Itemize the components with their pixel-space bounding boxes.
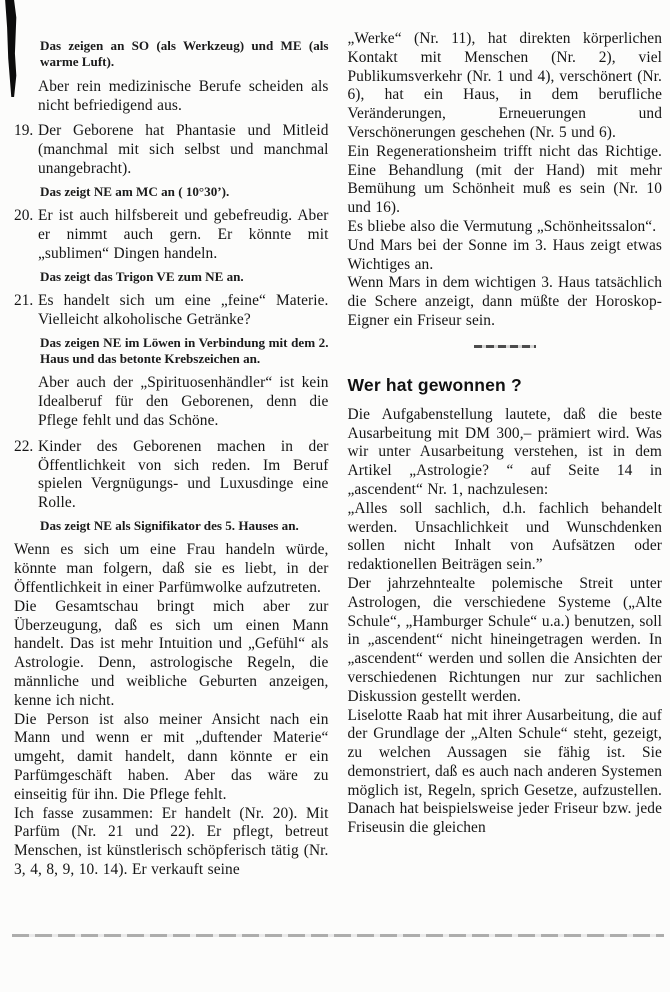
- paragraph: Wenn es sich um eine Frau handeln würde, könnte man folgern, daß sie es liebt, in der Öffentlichkeit in einer Parfümwolke aufzutreten.: [14, 541, 329, 596]
- dashed-divider: [474, 345, 536, 348]
- item-text: Es handelt sich um eine „feine“ Materie. Vielleicht alkoholische Getränke?: [38, 292, 329, 328]
- item-text: Er ist auch hilfsbereit und gebefreudig. Aber er nimmt auch gern. Er könnte mit „sublimen“ Dingen handeln.: [38, 207, 329, 262]
- paragraph: Ein Regenerationsheim trifft nicht das Richtige. Eine Behandlung (mit der Hand) mit mehr Bemühung um Schönheit muß es sein (Nr. 10 und 16).: [347, 142, 662, 217]
- margin-note: Das zeigt NE als Signifikator des 5. Hauses an.: [40, 517, 299, 533]
- right-column: [348, 30, 663, 880]
- left-column: [14, 33, 329, 880]
- paragraph: Die Person ist also meiner Ansicht nach ein Mann und wenn er mit „duftender Materie“ umgeht, damit handelt, dann könnte er ein Parfümgeschäft haben. Aber das wäre zu einseitig für ihn. Die Pflege fehlt.: [14, 710, 329, 803]
- margin-note: Das zeigen an SO (als Werkzeug) und ME (als warme Luft).: [40, 38, 329, 70]
- item-number: 20.: [14, 207, 34, 225]
- paragraph: Aber rein medizinische Berufe scheiden als nicht befriedigend aus.: [38, 77, 329, 114]
- paragraph: Es bliebe also die Vermutung „Schönheitssalon“.: [347, 217, 657, 235]
- paragraph: Und Mars bei der Sonne im 3. Haus zeigt etwas Wichtiges an.: [347, 236, 662, 273]
- paragraph: Die Gesamtschau bringt mich aber zur Überzeugung, daß es sich um einen Mann handelt. Das ist mehr Intuition und „Gefühl“ als Astrologie. Denn, astrologische Regeln, die männliche und weibliche Geburten anzeigen, kenne ich nicht.: [14, 597, 329, 709]
- numbered-item: [14, 207, 329, 263]
- numbered-item: [14, 438, 329, 513]
- paragraph: Ich fasse zusammen: Er handelt (Nr. 20). Mit Parfüm (Nr. 21 und 22). Er pflegt, betreut Menschen, ist künstlerisch schöpferisch tätig (Nr. 3, 4, 8, 9, 10. 14). Er verkauft seine: [14, 804, 329, 878]
- paragraph: Liselotte Raab hat mit ihrer Ausarbeitung, die auf der Grundlage der „Alten Schule“ steht, gezeigt, zu welchen Aussagen sie fähig ist. Sie demonstriert, daß es auch nach anderen Systemen möglich ist, Regeln, sprich Gesetze, aufzustellen. Danach hat beispielsweise jeder Friseur bzw. jede Friseusin die gleichen: [347, 706, 662, 837]
- numbered-item: [14, 292, 329, 330]
- numbered-item: [14, 122, 329, 178]
- item-text: Kinder des Geborenen machen in der Öffentlichkeit von sich reden. Im Beruf spielen Vergnügungs- und Luxusdinge eine Rolle.: [38, 437, 329, 512]
- margin-note: Das zeigt NE am MC an ( 10°30’).: [40, 183, 230, 199]
- item-number: 22.: [14, 437, 34, 455]
- paragraph: Aber auch der „Spirituosenhändler“ ist kein Idealberuf für den Geborenen, denn die Pflege fehlt und das Schöne.: [38, 374, 329, 429]
- section-heading: Wer hat gewonnen ?: [347, 374, 522, 395]
- bottom-scan-line: [12, 934, 664, 937]
- paragraph: „Alles soll sachlich, d.h. fachlich behandelt werden. Unsachlichkeit und Wunschdenken sollen nicht Inhalt von Aufsätzen oder redaktionellen Beiträgen sein.”: [347, 499, 662, 574]
- paragraph: Die Aufgabenstellung lautete, daß die beste Ausarbeitung mit DM 300,– prämiert wird. Was wir unter Ausarbeitung verstehen, ist in dem Artikel „Astrologie? “ auf Seite 14 in „ascendent“ Nr. 1, nachzulesen:: [347, 405, 662, 498]
- paragraph: „Werke“ (Nr. 11), hat direkten körperlichen Kontakt mit Menschen (Nr. 2), viel Publikumsverkehr (Nr. 1 und 4), verschönert (Nr. 6), hat ein Haus, in dem berufliche Veränderungen, Erneuerungen und Verschönerungen geschehen (Nr. 5 und 6).: [347, 30, 662, 141]
- two-column-text: [14, 30, 662, 880]
- item-number: 19.: [14, 122, 34, 140]
- margin-note: Das zeigen NE im Löwen in Verbindung mit dem 2. Haus und das betonte Krebszeichen an.: [40, 334, 329, 366]
- item-number: 21.: [14, 292, 34, 309]
- item-text: Der Geborene hat Phantasie und Mitleid (manchmal mit sich selbst und manchmal unangebracht).: [38, 122, 329, 177]
- paragraph: Wenn Mars in dem wichtigen 3. Haus tatsächlich die Schere anzeigt, dann müßte der Horoskop-Eigner ein Friseur sein.: [347, 274, 662, 329]
- margin-note: Das zeigt das Trigon VE zum NE an.: [40, 268, 244, 284]
- paragraph: Der jahrzehntealte polemische Streit unter Astrologen, die verschiedene Systeme („Alte Schule“, „Hamburger Schule“ u.a.) benutzen, soll in „ascendent“ nicht hineingetragen werden. In „ascendent“ werden und sollen die Ansichten der verschiedenen Richtungen nur zur sachlichen Diskussion gestellt werden.: [347, 574, 662, 705]
